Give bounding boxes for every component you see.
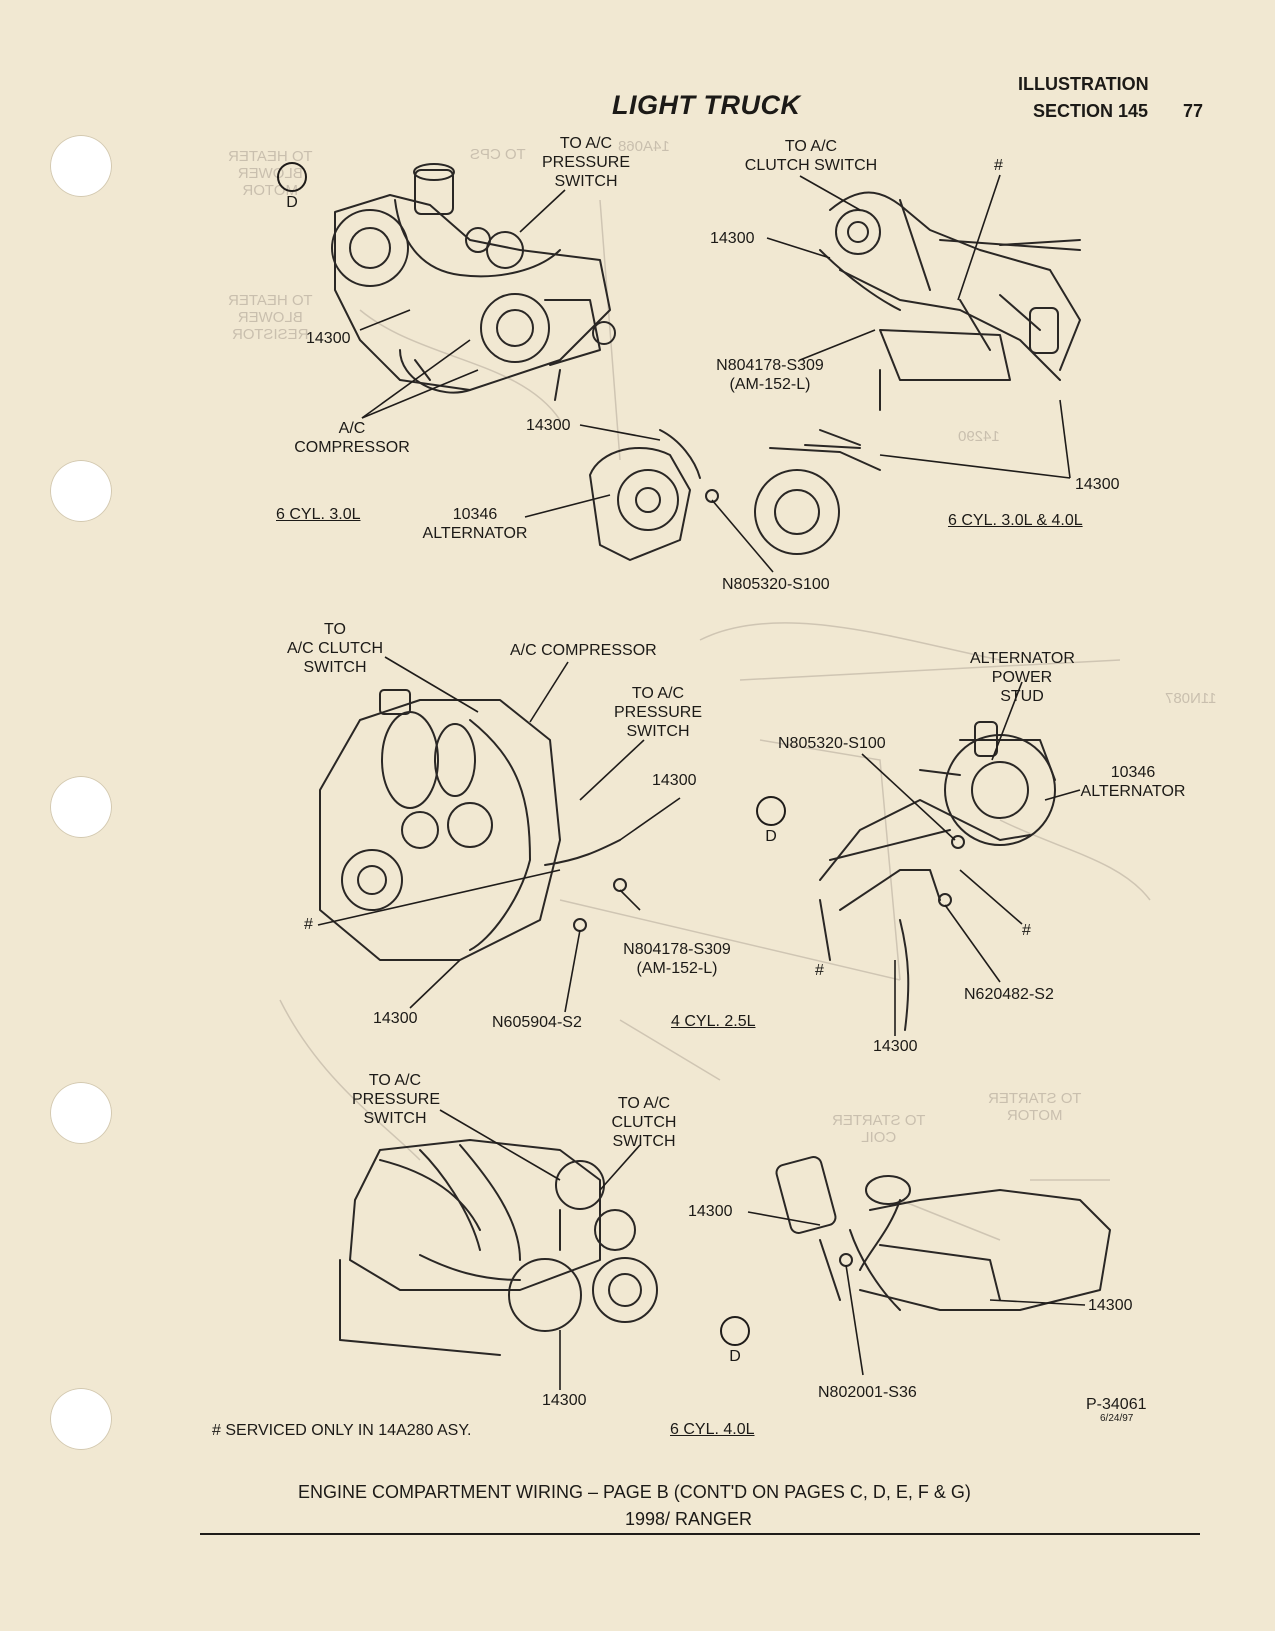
callout-to-ac-pressure-switch: TO A/C PRESSURE SWITCH: [613, 685, 703, 740]
callout-harness: 14300: [1088, 1297, 1133, 1314]
view-badge-letter: D: [729, 1348, 741, 1365]
callout-nut: N620482-S2: [964, 986, 1054, 1003]
view-caption: 6 CYL. 4.0L: [670, 1421, 755, 1438]
view-badge: [756, 796, 786, 845]
callout-harness: 14300: [526, 417, 571, 434]
figure-id: P-34061: [1086, 1396, 1147, 1413]
callout-to-ac-pressure-switch: TO A/C PRESSURE SWITCH: [541, 135, 631, 190]
engine-4.0l-starter-drawing: [775, 1155, 1110, 1310]
view-badge-letter: D: [286, 194, 298, 211]
callout-harness: 14300: [306, 330, 351, 347]
callout-harness: 14300: [542, 1392, 587, 1409]
view-caption: 4 CYL. 2.5L: [671, 1013, 756, 1030]
callout-to-ac-pressure-switch: TO A/C PRESSURE SWITCH: [352, 1072, 441, 1127]
callout-nut: N805320-S100: [722, 576, 830, 593]
view-badge-letter: D: [765, 828, 777, 845]
bleed-through-text: TO CPS: [470, 146, 526, 163]
callout-harness: 14300: [1075, 476, 1120, 493]
figure-date: 6/24/97: [1100, 1413, 1134, 1424]
section-number: SECTION 145: [1033, 101, 1149, 121]
callout-ac-compressor: A/C COMPRESSOR: [510, 642, 657, 659]
alternator-2.5l-drawing: [820, 722, 1055, 1030]
bleed-through-text: TO STARTER COIL: [832, 1112, 926, 1146]
callout-nut: N605904-S2: [492, 1014, 582, 1031]
callout-nut: N805320-S100: [778, 735, 886, 752]
alternator-3.0l-drawing: [590, 430, 880, 560]
callout-hash: #: [994, 157, 1003, 174]
engine-3.0l-drawing: [332, 164, 615, 400]
section-label: ILLUSTRATION: [1018, 74, 1149, 94]
engine-2.5l-drawing: [320, 690, 626, 960]
callout-alternator: 10346 ALTERNATOR: [422, 506, 528, 542]
callout-ac-compressor: A/C COMPRESSOR: [294, 420, 410, 456]
bleed-through-text: TO HEATER BLOWER MOTOR: [228, 148, 313, 199]
footer-title: ENGINE COMPARTMENT WIRING – PAGE B (CONT'D ON PAGES C, D, E, F & G): [298, 1482, 971, 1502]
callout-hash: #: [304, 916, 313, 933]
engine-3.0l-4.0l-drawing: [820, 193, 1080, 411]
view-caption: 6 CYL. 3.0L & 4.0L: [948, 512, 1083, 529]
callout-alternator: 10346 ALTERNATOR: [1080, 764, 1186, 800]
callout-harness: 14300: [688, 1203, 733, 1220]
callout-harness: 14300: [873, 1038, 918, 1055]
bleed-through-text: 14A068: [618, 138, 670, 155]
view-badge: [277, 162, 307, 211]
callout-bolt: N804178-S309 (AM-152-L): [623, 941, 731, 977]
page-title: LIGHT TRUCK: [612, 90, 801, 120]
callout-to-ac-clutch-switch: TO A/C CLUTCH SWITCH: [744, 138, 878, 174]
footnote: # SERVICED ONLY IN 14A280 ASY.: [212, 1422, 472, 1439]
callout-alternator-power-stud: ALTERNATOR POWER STUD: [970, 650, 1075, 705]
callout-harness: 14300: [710, 230, 755, 247]
callout-harness: 14300: [652, 772, 697, 789]
bleed-through-text: 14290: [958, 428, 1000, 445]
engine-4.0l-drawing: [340, 1140, 657, 1355]
callout-harness: 14300: [373, 1010, 418, 1027]
callout-nut: N802001-S36: [818, 1384, 917, 1401]
footer-model: 1998/ RANGER: [625, 1509, 753, 1529]
page-number: 77: [1183, 101, 1204, 121]
bleed-through-text: 11N087: [1165, 690, 1217, 707]
callout-hash: #: [815, 962, 824, 979]
callout-bolt: N804178-S309 (AM-152-L): [716, 357, 824, 393]
bleed-through-text: TO HEATER BLOWER RESISTOR: [228, 292, 313, 343]
bleed-through-text: TO STARTER MOTOR: [988, 1090, 1082, 1124]
view-caption: 6 CYL. 3.0L: [276, 506, 361, 523]
callout-to-ac-clutch-switch: TO A/C CLUTCH SWITCH: [286, 621, 383, 676]
callout-to-ac-clutch-switch: TO A/C CLUTCH SWITCH: [611, 1095, 677, 1150]
view-badge: [720, 1316, 750, 1365]
callout-hash: #: [1022, 922, 1031, 939]
